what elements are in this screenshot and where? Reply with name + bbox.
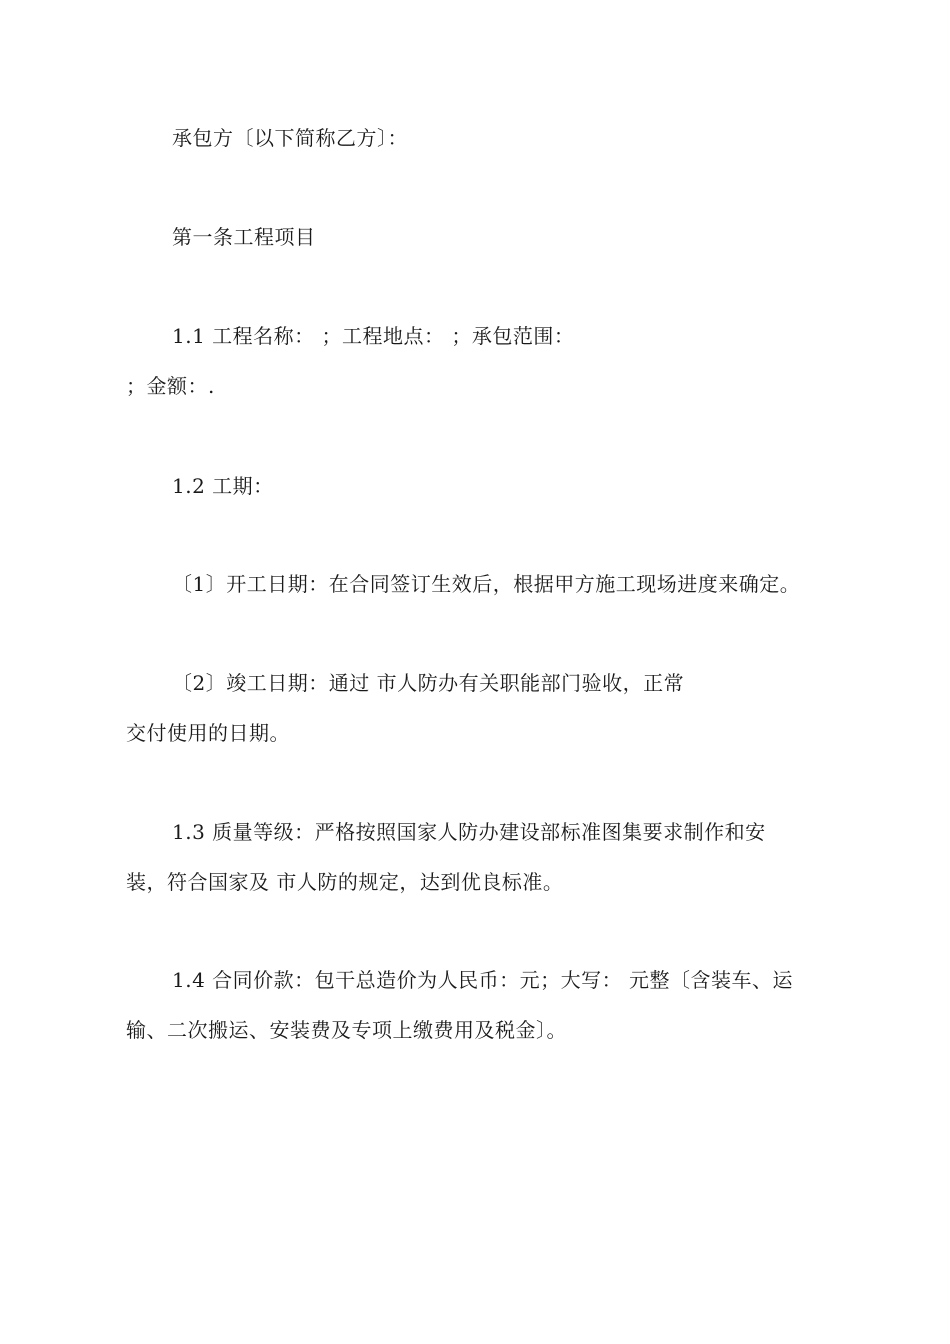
item-1-3-line-2: 装，符合国家及 市人防的规定，达到优良标准。 — [126, 870, 564, 894]
item-1-2-heading: 1.2 工期： — [172, 474, 274, 498]
item-1-3-line-1: 1.3 质量等级：严格按照国家人防办建设部标准图集要求制作和安 — [172, 820, 766, 844]
item-1-1-line-1: 1.1 工程名称： ；工程地点： ；承包范围： — [172, 324, 575, 348]
item-1-2-start-date: 〔1〕开工日期：在合同签订生效后，根据甲方施工现场进度来确定。 — [172, 572, 801, 596]
contractor-line: 承包方〔以下简称乙方〕： — [172, 126, 408, 150]
item-1-2-completion-line-1: 〔2〕竣工日期：通过 市人防办有关职能部门验收，正常 — [172, 671, 685, 695]
article-1-heading: 第一条工程项目 — [172, 225, 316, 249]
item-1-2-completion-line-2: 交付使用的日期。 — [126, 721, 290, 745]
item-1-4-line-2: 输、二次搬运、安装费及专项上缴费用及税金〕。 — [126, 1018, 567, 1042]
item-1-4-line-1: 1.4 合同价款：包干总造价为人民币：元；大写： 元整〔含装车、运 — [172, 968, 794, 992]
item-1-1-line-2: ；金额：. — [126, 374, 215, 398]
